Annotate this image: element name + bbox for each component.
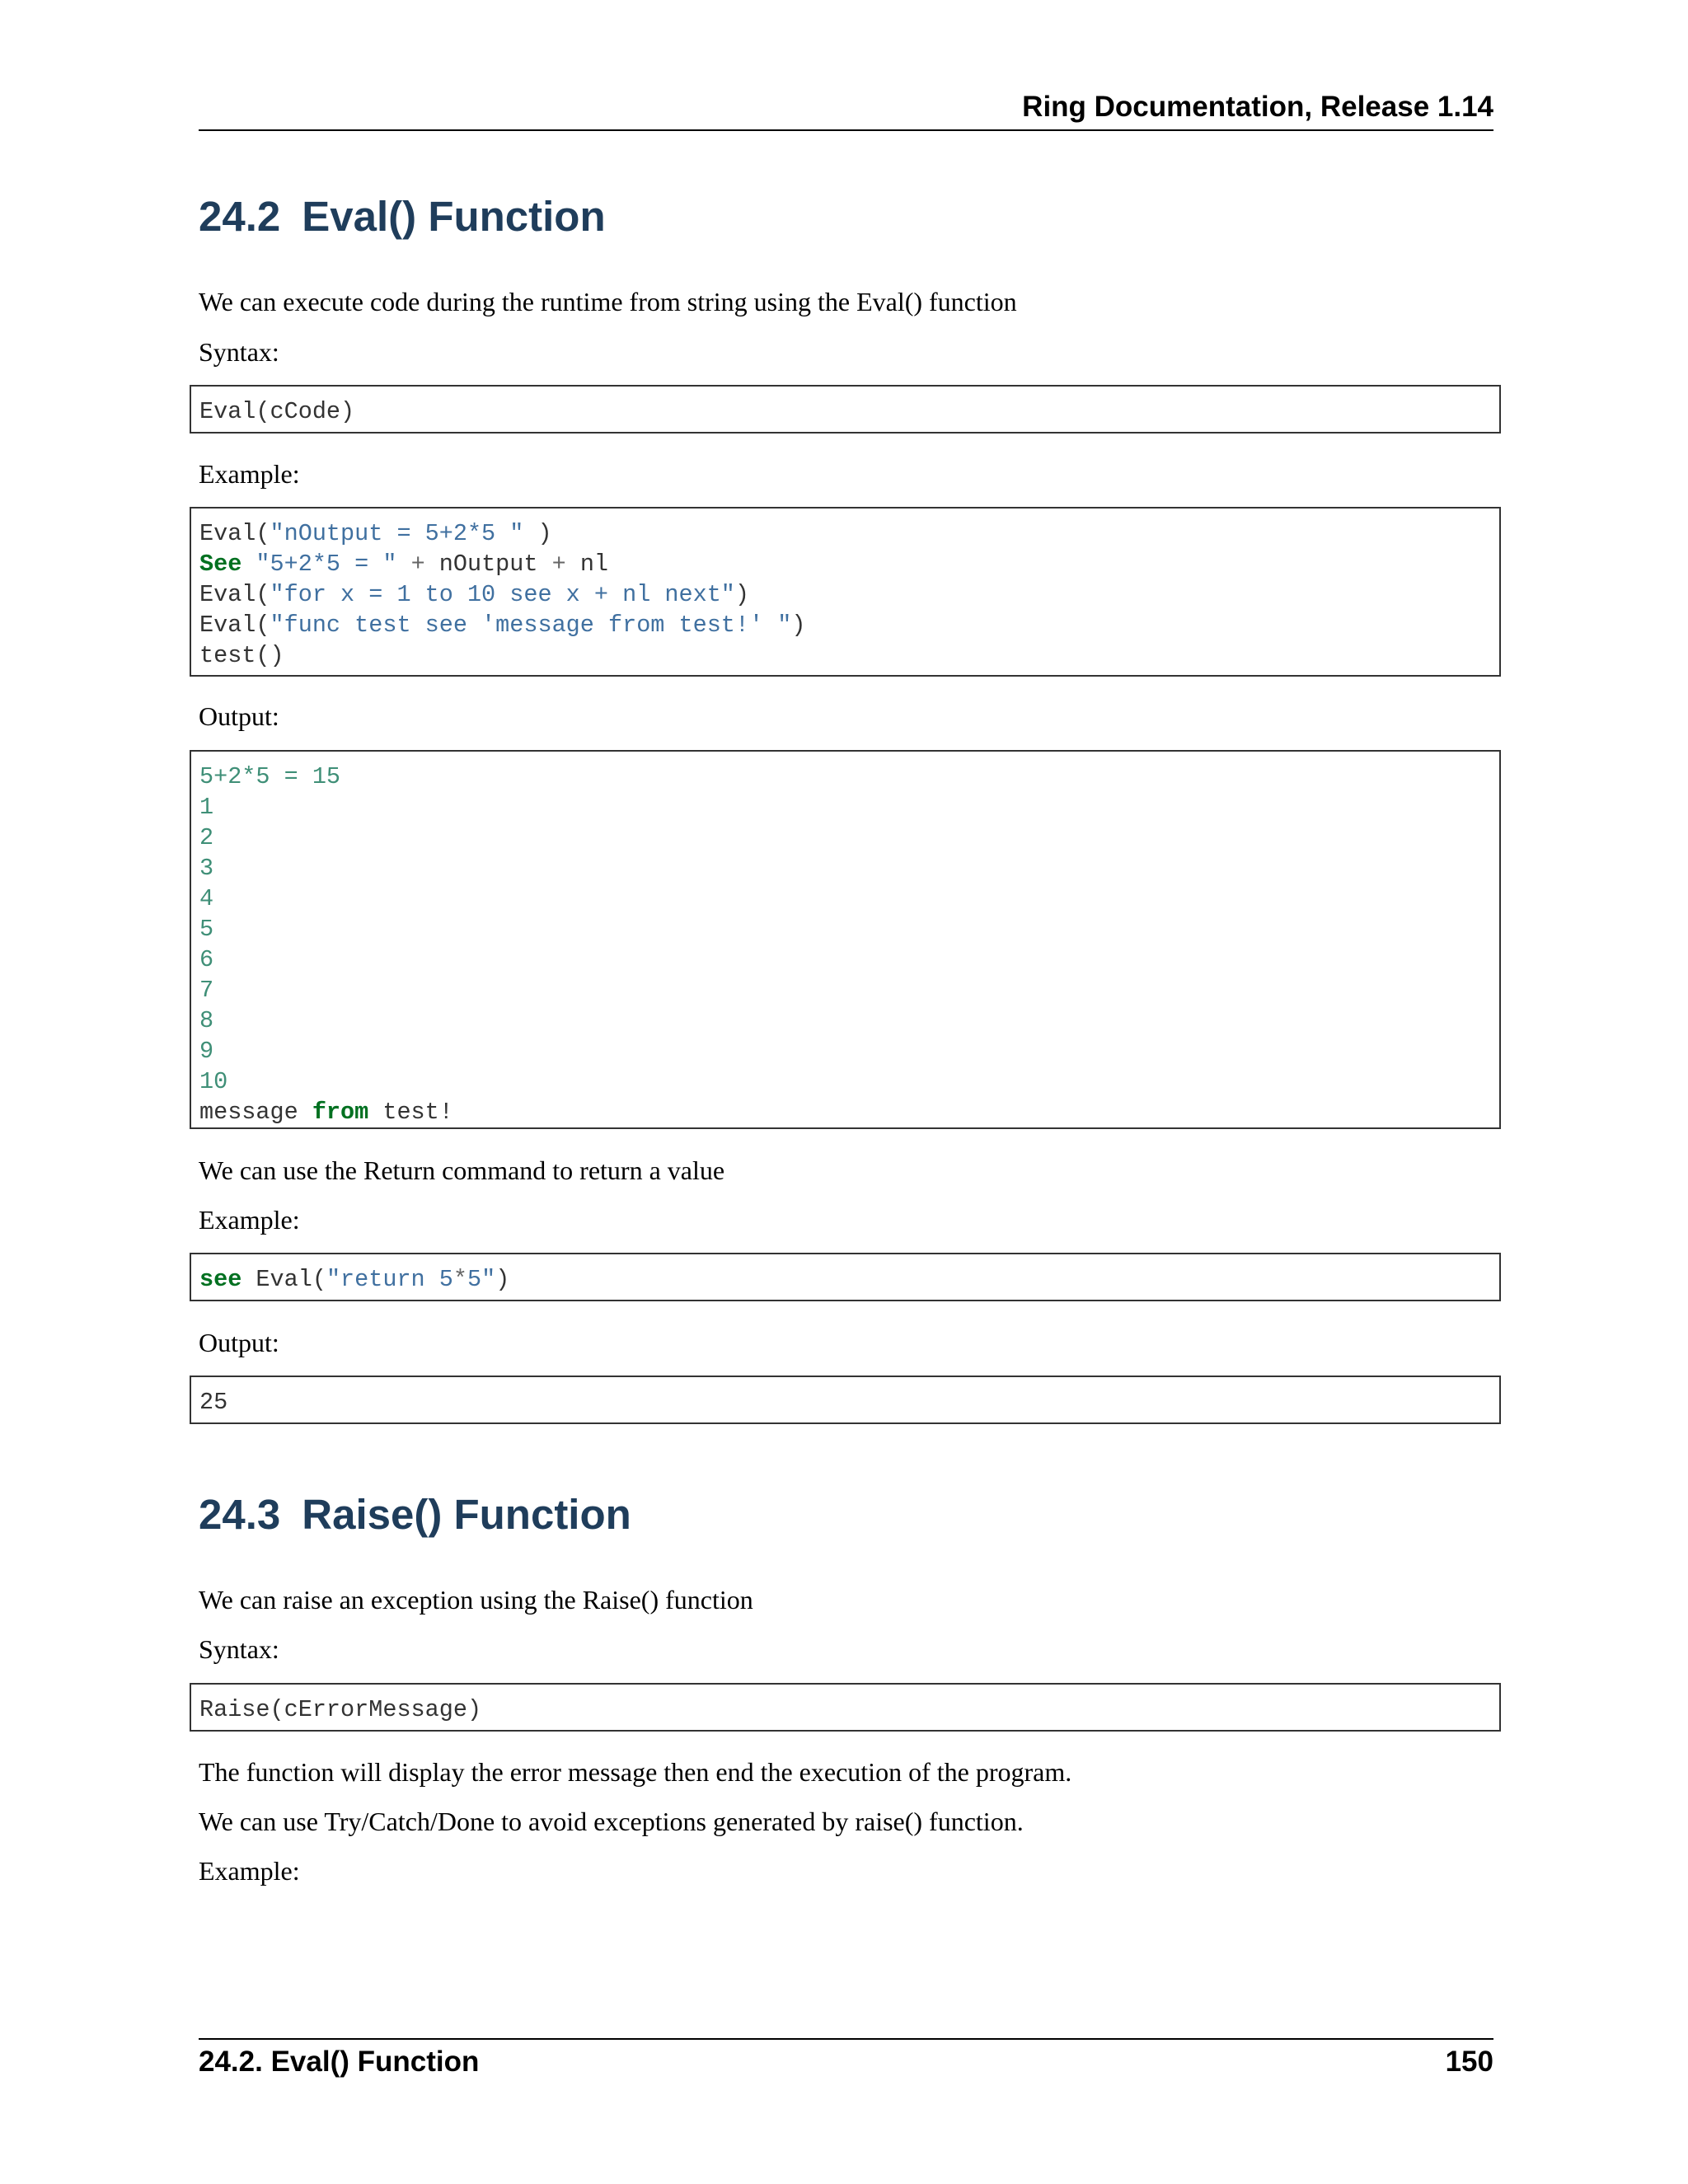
output-line: 10: [199, 1068, 228, 1095]
output-text: 25: [199, 1389, 228, 1416]
raise-syntax-label: Syntax:: [199, 1634, 279, 1664]
section-number: 24.2: [199, 193, 281, 240]
raise-description-2: We can use Try/Catch/Done to avoid exceptions generated by raise() function.: [199, 1807, 1024, 1836]
raise-intro-text: We can raise an exception using the Raise() function: [199, 1585, 753, 1615]
code-text: see Eval("return 5*5"): [199, 1266, 510, 1293]
eval-syntax-code-block: [190, 385, 1501, 434]
output-line: 5+2*5 = 15: [199, 763, 341, 790]
footer-section-title: 24.2. Eval() Function: [199, 2046, 480, 2078]
running-header: Ring Documentation, Release 1.14: [1022, 91, 1493, 123]
raise-description-1: The function will display the error message then end the execution of the program.: [199, 1757, 1072, 1787]
code-text: Eval(cCode): [199, 398, 355, 425]
section-title: Raise() Function: [302, 1491, 631, 1538]
eval-example-label: Example:: [199, 459, 300, 489]
eval-return-text: We can use the Return command to return a value: [199, 1155, 725, 1185]
output-text: [199, 762, 1491, 1127]
output-line: 6: [199, 946, 214, 973]
eval-intro-text: We can execute code during the runtime from string using the Eval() function: [199, 287, 1017, 316]
code-text: Raise(cErrorMessage): [199, 1696, 482, 1723]
footer-divider: [199, 2038, 1493, 2040]
section-number: 24.3: [199, 1491, 281, 1538]
output-line: 8: [199, 1007, 214, 1034]
output-line: 1: [199, 794, 214, 821]
eval-example-code-block: [190, 507, 1501, 677]
output-line: 3: [199, 855, 214, 882]
eval-syntax-label: Syntax:: [199, 337, 279, 367]
output-line: 7: [199, 977, 214, 1004]
code-text: Eval("nOutput = 5+2*5 " ) See "5+2*5 = " + nOutput + nl Eval("for x = 1 to 10 see x + nl next") Eval("func test see 'message from test!' ") test(): [199, 520, 806, 669]
output-line: 5: [199, 916, 214, 943]
header-divider: [199, 129, 1493, 131]
eval-output-label: Output:: [199, 701, 279, 731]
section-heading-raise: [199, 1490, 631, 1539]
output-line: 2: [199, 824, 214, 851]
eval-example2-code-block: [190, 1253, 1501, 1301]
eval-output-block: [190, 750, 1501, 1129]
section-title: Eval() Function: [302, 193, 606, 240]
output-line: message from test!: [199, 1099, 453, 1126]
output-line: 9: [199, 1038, 214, 1065]
eval-example2-label: Example:: [199, 1205, 300, 1235]
section-heading-eval: [199, 192, 606, 241]
output-line: 4: [199, 885, 214, 912]
eval-output2-block: [190, 1376, 1501, 1424]
raise-example-label: Example:: [199, 1856, 300, 1886]
footer-page-number: 150: [1445, 2046, 1493, 2078]
eval-output2-label: Output:: [199, 1328, 279, 1357]
raise-syntax-code-block: [190, 1683, 1501, 1732]
